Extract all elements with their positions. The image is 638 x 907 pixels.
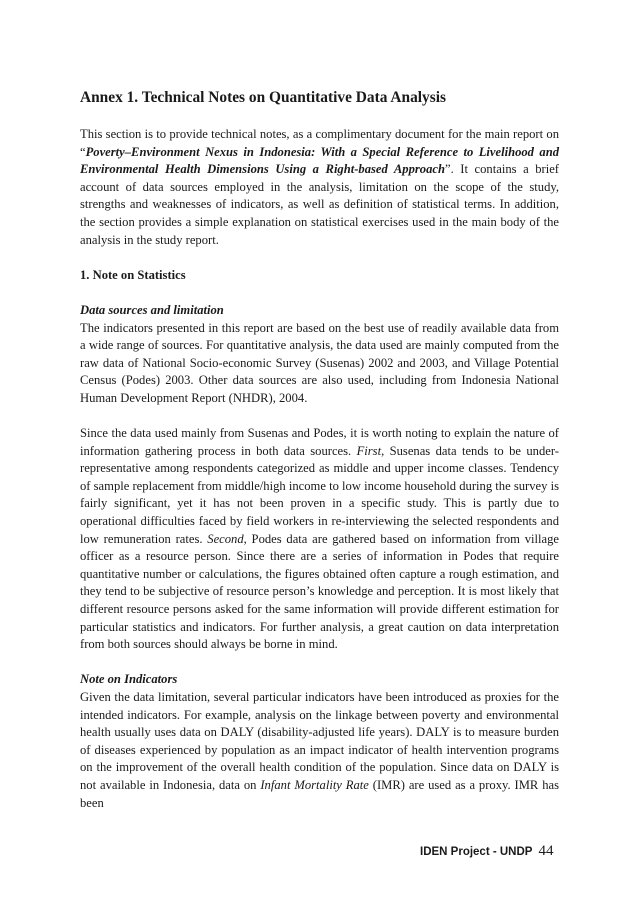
page-title: Annex 1. Technical Notes on Quantitative Data Analysis xyxy=(80,89,446,106)
document-body xyxy=(80,88,559,812)
para2-text-a: Since the data used mainly from Susenas and Podes, it is worth noting to explain the nature of information gathering process in both data sources. xyxy=(80,426,559,458)
report-title-reference: Poverty–Environment Nexus in Indonesia: With a Special Reference to Livelihood and Environmental Health Dimensions Using a Right-based Approach xyxy=(80,144,559,177)
indicators-imr: Infant Mortality Rate xyxy=(260,777,369,792)
page-number: 44 xyxy=(538,843,554,859)
footer-project-label: IDEN Project - UNDP xyxy=(420,846,533,858)
para2-text-c: , Podes data are gathered based on information from village officer as a resource person. Since there are a series of information in Podes that require quantitative number or calculations, the figures obtained often capture a rough estimation, and they tend to be subjective of resource person’s knowledge and perception. It is most likely that different resource persons asked for the same information will provide different estimation for particular statistics and indicators. For further analysis, a great caution on data interpretation from both sources should always be borne in mind. xyxy=(80,531,559,652)
subheading-data-sources: Data sources and limitation xyxy=(80,302,224,317)
section-heading-statistics: 1. Note on Statistics xyxy=(80,267,186,282)
subheading-indicators: Note on Indicators xyxy=(80,672,178,687)
indicators-text-a: Given the data limitation, several particular indicators have been introduced as proxies for the intended indicators. For example, analysis on the linkage between poverty and environmental health usually uses data on DALY (disability-adjusted life years). DALY is to measure burden of diseases experienced by population as an impact indicator of health intervention programs on the improvement of the overall health condition of the population. Since data on DALY is not available in Indonesia, data on xyxy=(80,690,559,792)
intro-text-c: ”. It contains a brief account of data sources employed in the analysis, limitation on the scope of the study, strengths and weaknesses of indicators, as well as definition of statistical terms. In addition, the section provides a simple explanation on statistical exercises used in the main body of the analysis in the study report. xyxy=(80,162,560,247)
data-sources-paragraph: The indicators presented in this report are based on the best use of readily available data from a wide range of sources. For quantitative analysis, the data used are mainly computed from the raw data of National Socio-economic Survey (Susenas) 2002 and 2003, and Village Potential Census (Podes) 2003. Other data sources are also used, including from Indonesia National Human Development Report (NHDR), 2004. xyxy=(80,320,559,405)
para2-second: Second xyxy=(207,531,244,546)
indicators-text-b: (IMR) are used as a proxy. IMR has been xyxy=(80,777,559,810)
intro-paragraph xyxy=(80,126,559,249)
page-footer xyxy=(420,843,570,860)
para2-first: First xyxy=(356,443,382,458)
susenas-podes-paragraph xyxy=(80,425,559,654)
para2-text-b: , Susenas data tends to be under-representative among respondents categorized as middle and upper income classes. Tendency of sample replacement from middle/high income to low income household during the survey is fairly significant, yet it has not been proven in a specific study. This is partly due to operational difficulties faced by field workers in re-interviewing the selected respondents and low remuneration rates. xyxy=(80,443,559,546)
indicators-paragraph xyxy=(80,689,559,812)
intro-text-a: This section is to provide technical notes, as a complimentary document for the main report on “ xyxy=(80,127,559,159)
